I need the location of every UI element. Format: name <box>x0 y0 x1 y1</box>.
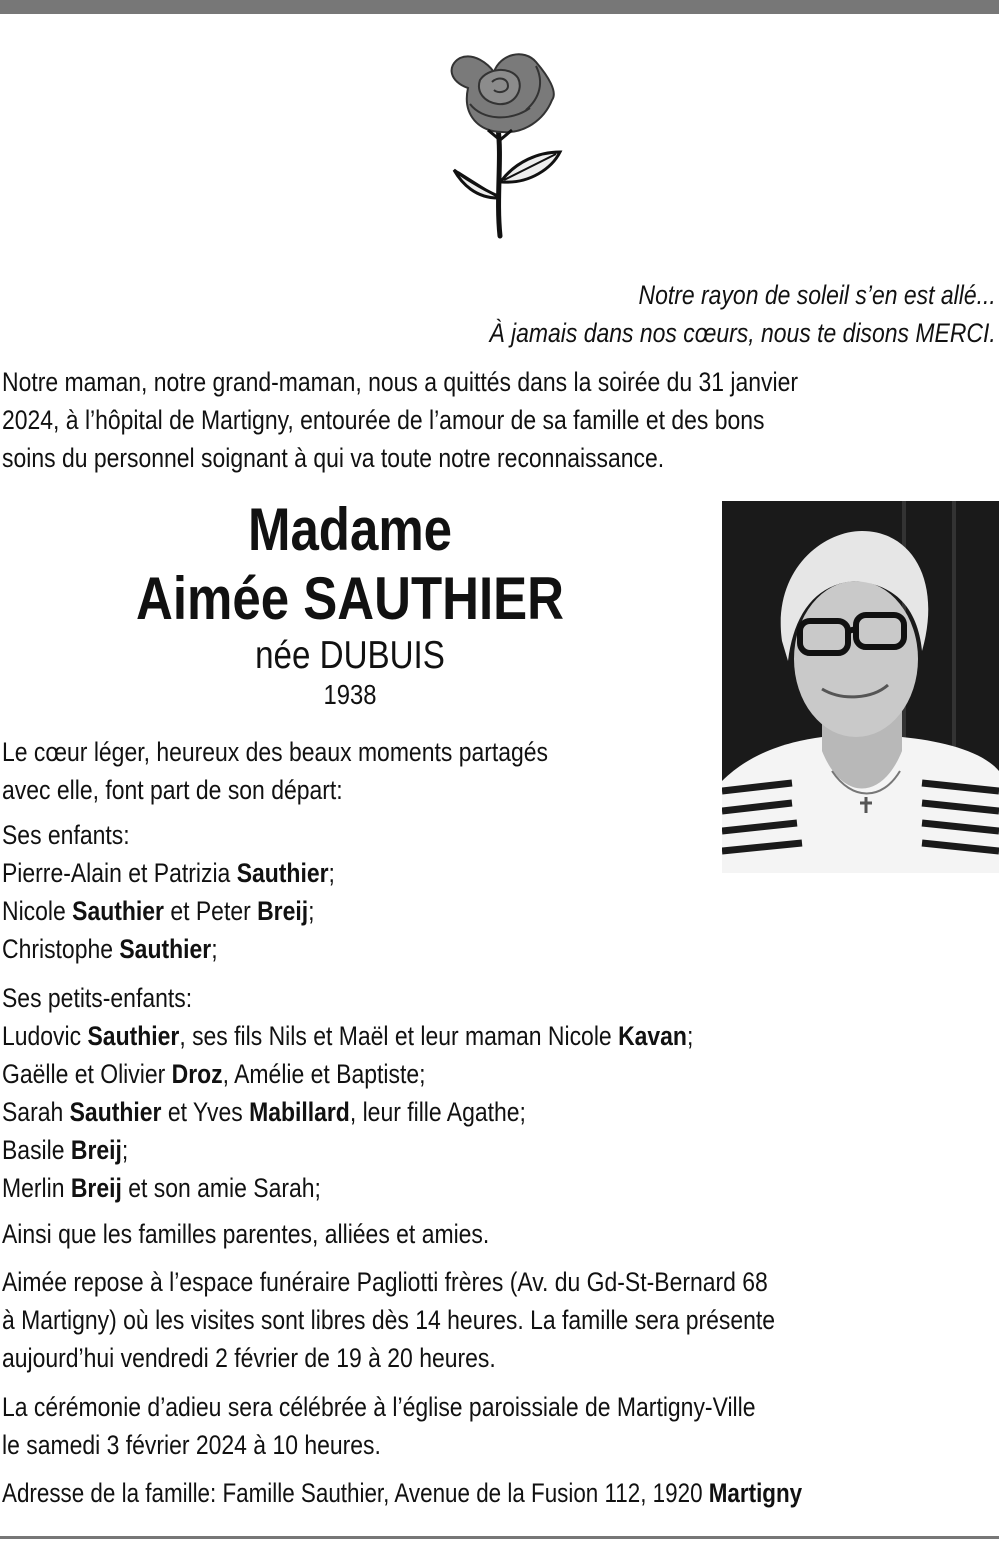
deceased-birth-name: née DUBUIS <box>255 634 445 677</box>
intro-line-3: soins du personnel soignant à qui va toute notre reconnaissance. <box>2 443 665 473</box>
deceased-title: Madame <box>247 496 453 563</box>
announcement-line-2: avec elle, font part de son départ: <box>2 775 343 805</box>
announcement <box>2 733 548 809</box>
visitation-line-2: à Martigny) où les visites sont libres dès 14 heures. La famille sera présente <box>2 1305 776 1335</box>
list-item: Basile Breij; <box>2 1135 129 1165</box>
bottom-rule <box>0 1536 999 1539</box>
intro-line-1: Notre maman, notre grand-maman, nous a quittés dans la soirée du 31 janvier <box>2 367 799 397</box>
grandchildren-heading: Ses petits-enfants: <box>2 983 193 1013</box>
visitation-line-1: Aimée repose à l’espace funéraire Pagliotti frères (Av. du Gd-St-Bernard 68 <box>2 1267 768 1297</box>
quote-line-2: À jamais dans nos cœurs, nous te disons MERCI. <box>489 318 996 348</box>
list-item: Gaëlle et Olivier Droz, Amélie et Baptiste; <box>2 1059 426 1089</box>
list-item: Nicole Sauthier et Peter Breij; <box>2 896 315 926</box>
ceremony-paragraph <box>2 1388 756 1464</box>
intro-line-2: 2024, à l’hôpital de Martigny, entourée de l’amour de sa famille et des bons <box>2 405 765 435</box>
children-heading: Ses enfants: <box>2 820 130 850</box>
family-address <box>2 1474 802 1512</box>
rose-icon <box>440 48 564 240</box>
deceased-name-block <box>0 496 700 712</box>
address-text: Adresse de la famille: Famille Sauthier, Avenue de la Fusion 112, 1920 <box>2 1478 709 1508</box>
header-quote <box>490 276 996 352</box>
list-item: Merlin Breij et son amie Sarah; <box>2 1173 321 1203</box>
portrait-photo <box>722 501 999 873</box>
list-item: Ludovic Sauthier, ses fils Nils et Maël et leur maman Nicole Kavan; <box>2 1021 694 1051</box>
intro-paragraph <box>2 363 798 477</box>
ceremony-line-2: le samedi 3 février 2024 à 10 heures. <box>2 1430 381 1460</box>
deceased-year: 1938 <box>323 679 377 710</box>
top-rule <box>0 0 999 14</box>
quote-line-1: Notre rayon de soleil s’en est allé... <box>638 280 996 310</box>
list-item: Pierre-Alain et Patrizia Sauthier; <box>2 858 335 888</box>
grandchildren-list <box>2 979 693 1207</box>
announcement-line-1: Le cœur léger, heureux des beaux moments partagés <box>2 737 549 767</box>
list-item: Christophe Sauthier; <box>2 934 218 964</box>
ceremony-line-1: La cérémonie d’adieu sera célébrée à l’église paroissiale de Martigny-Ville <box>2 1392 756 1422</box>
list-item: Sarah Sauthier et Yves Mabillard, leur fille Agathe; <box>2 1097 526 1127</box>
visitation-line-3: aujourd’hui vendredi 2 février de 19 à 20 heures. <box>2 1343 496 1373</box>
address-city: Martigny <box>708 1478 803 1508</box>
visitation-paragraph <box>2 1263 775 1377</box>
families-line: Ainsi que les familles parentes, alliées et amies. <box>2 1219 490 1249</box>
deceased-name: Aimée SAUTHIER <box>136 565 564 632</box>
children-list <box>2 816 335 968</box>
